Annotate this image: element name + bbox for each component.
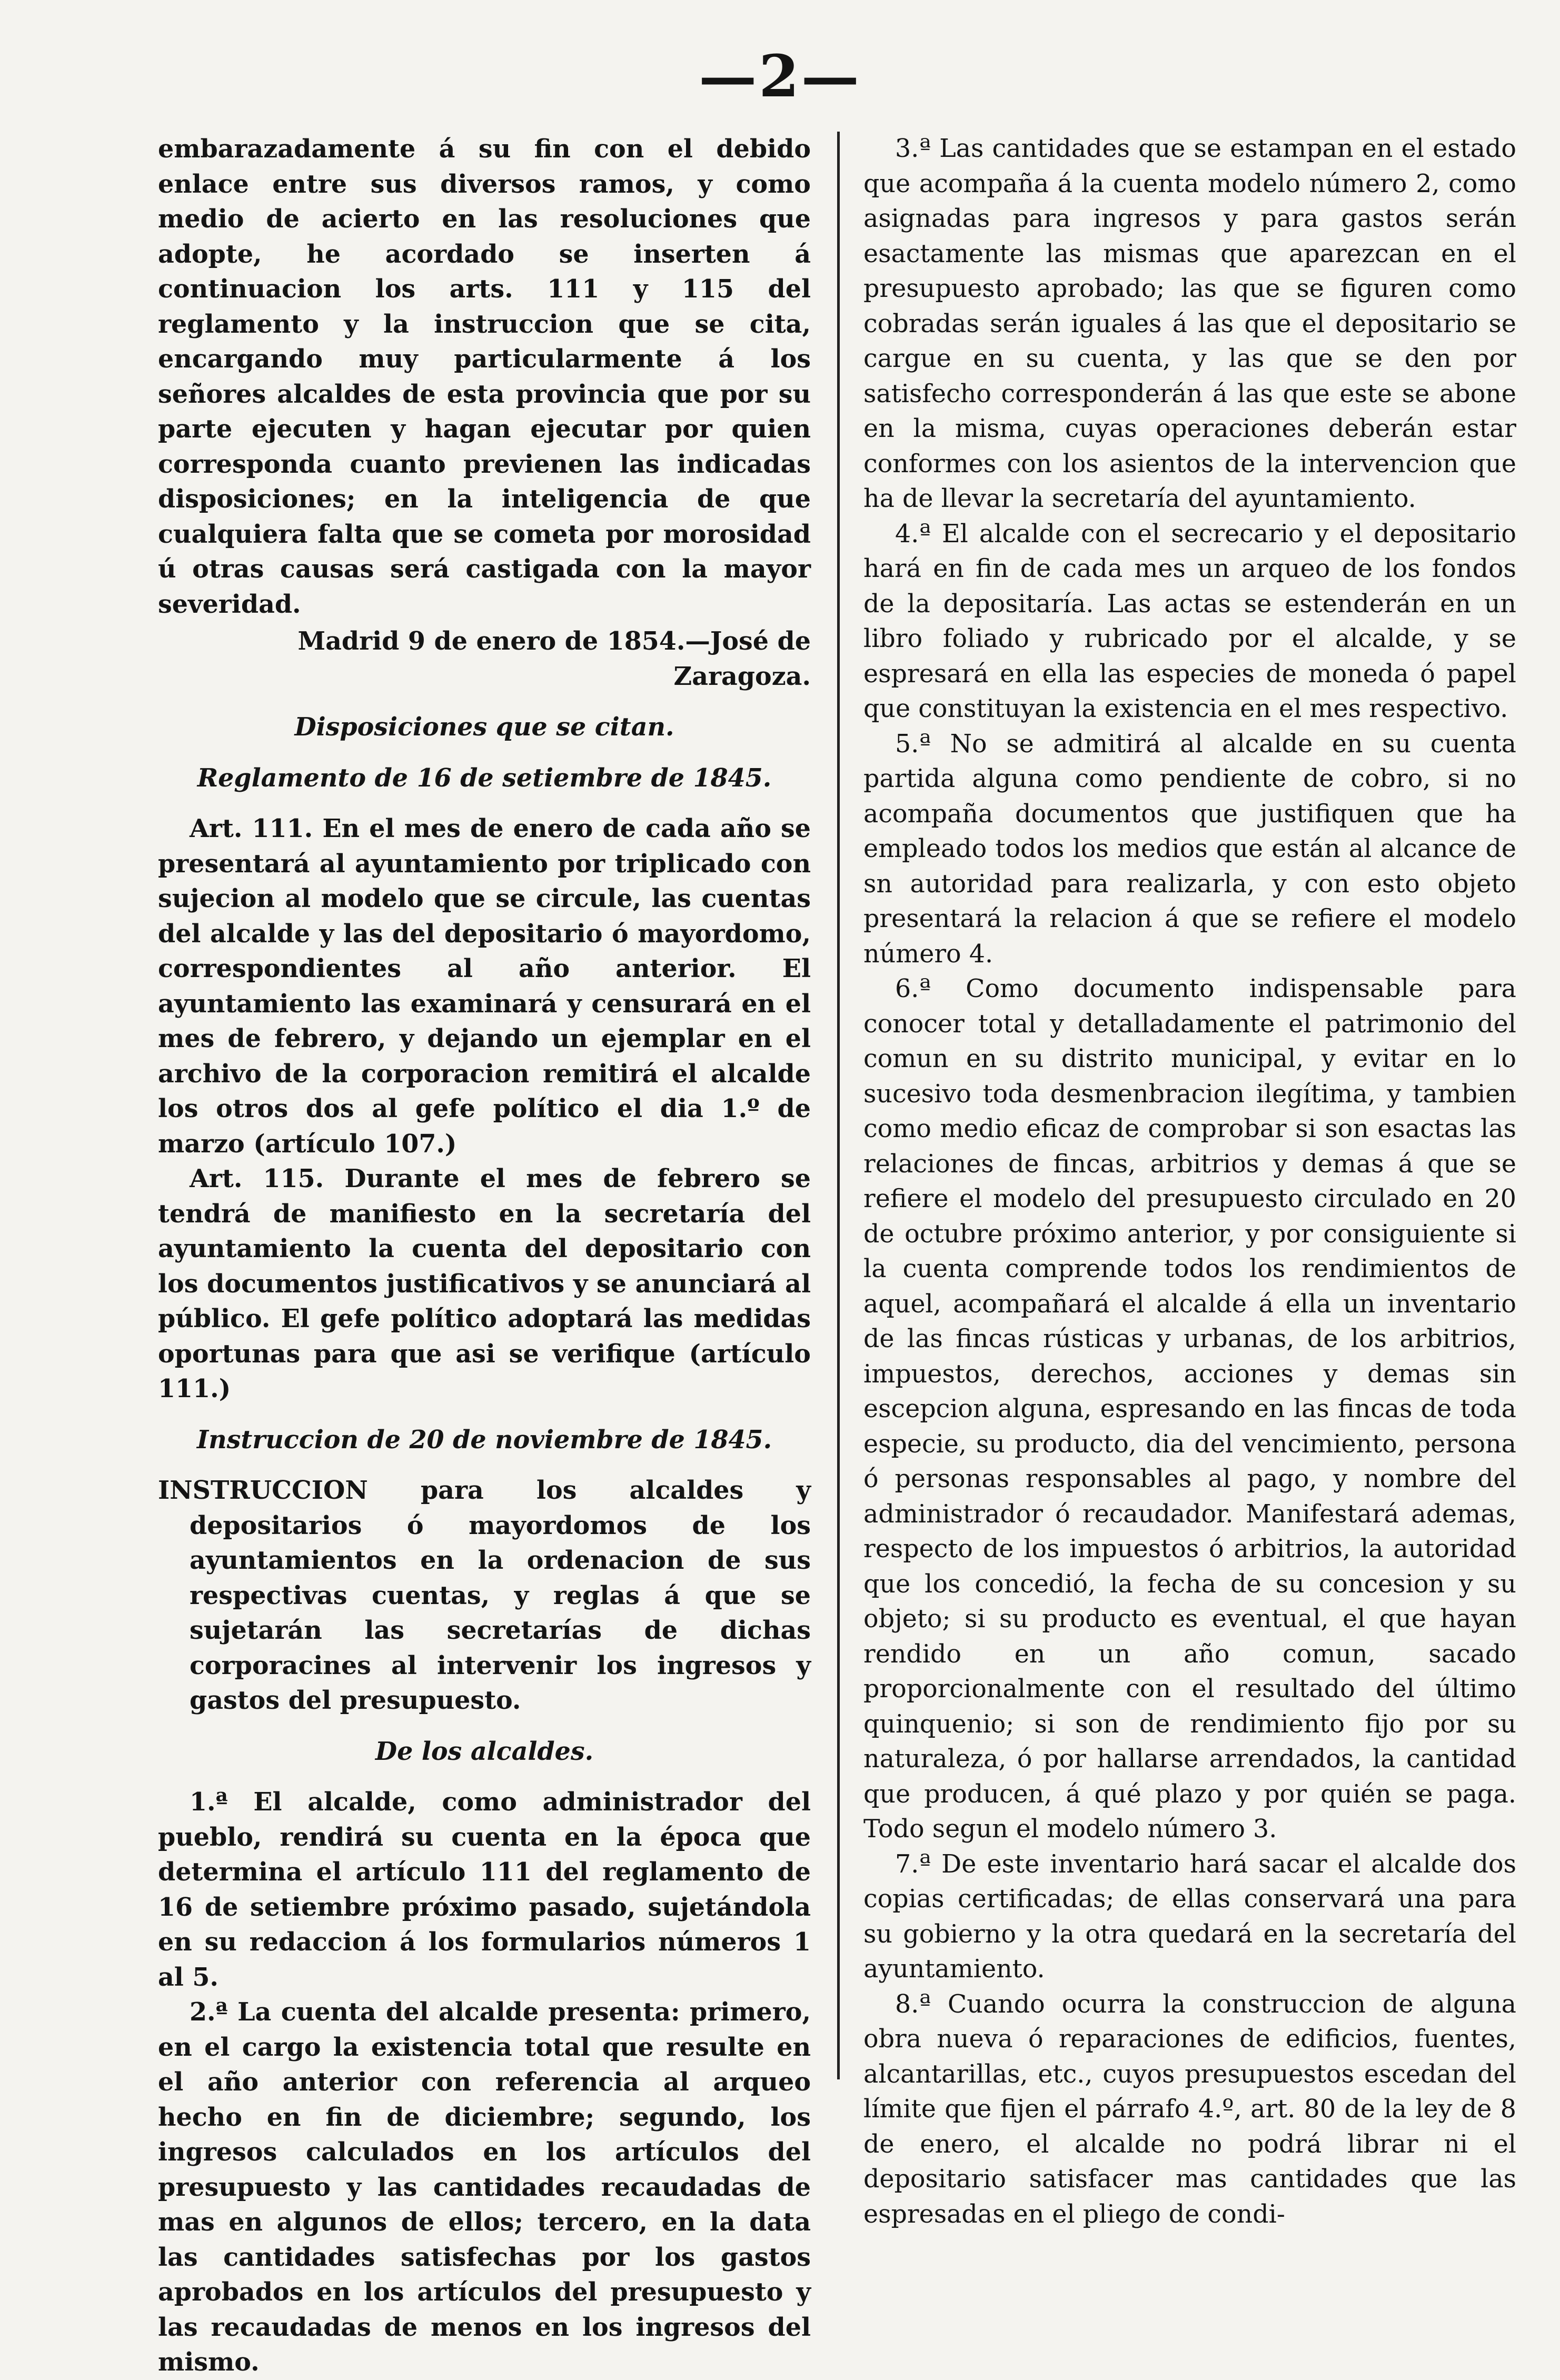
instruccion-title: INSTRUCCION para los alcaldes y depositarios ó mayordomos de los ayuntamientos en la ordenacion de sus respectivas cuentas, y reglas á que se sujetarán las secretarías de dichas corporacines al intervenir los ingresos y gastos del presupuesto.	[158, 1476, 811, 1715]
heading-instruccion: Instruccion de 20 de noviembre de 1845.	[196, 1425, 772, 1455]
item-1: 1.ª El alcalde, como administrador del pueblo, rendirá su cuenta en la época que determina el artículo 111 del reglamento de 16 de setiembre próximo pasado, sujetándola en su redaccion á los formularios números 1 al 5.	[158, 1787, 811, 1992]
item-8: 8.ª Cuando ocurra la construccion de alguna obra nueva ó reparaciones de edificios, fuentes, alcantarillas, etc., cuyos presupuestos escedan del límite que fijen el párrafo 4.º, art. 80 de la ley de 8 de enero, el alcalde no podrá librar ni el depositario satisfacer mas cantidades que las espresadas en el pliego de condi-	[863, 1989, 1516, 2229]
page-number: —2—	[699, 42, 861, 110]
intro-paragraph: embarazadamente á su fin con el debido enlace entre sus diversos ramos, y como medio de acierto en las resoluciones que adopte, he acordado se inserten á continuacion los arts. 111 y 115 del reglamento y la instruccion que se cita, encargando muy particularmente á los señores alcaldes de esta provincia que por su parte ejecuten y hagan ejecutar por quien corresponda cuanto previenen las indicadas disposiciones; en la inteligencia de que cualquiera falta que se cometa por morosidad ú otras causas será castigada con la mayor severidad.	[158, 134, 811, 619]
item-5: 5.ª No se admitirá al alcalde en su cuenta partida alguna como pendiente de cobro, si no acompaña documentos que justifiquen que ha empleado todos los medios que están al alcance de sn autoridad para realizarla, y con esto objeto presentará la relacion á que se refiere el modelo número 4.	[863, 729, 1516, 969]
item-4: 4.ª El alcalde con el secrecario y el depositario hará en fin de cada mes un arqueo de los fondos de la depositaría. Las actas se estenderán en un libro foliado y rubricado por el alcalde, y se espresará en ella las especies de moneda ó papel que constituyan la existencia en el mes respectivo.	[863, 519, 1516, 723]
left-column	[158, 132, 811, 2377]
heading-reglamento: Reglamento de 16 de setiembre de 1845.	[197, 763, 772, 793]
item-7: 7.ª De este inventario hará sacar el alcalde dos copias certificadas; de ellas conservará una para su gobierno y la otra quedará en la secretaría del ayuntamiento.	[863, 1849, 1516, 1984]
article-115: Art. 115. Durante el mes de febrero se tendrá de manifiesto en la secretaría del ayuntamiento la cuenta del depositario con los documentos justificativos y se anunciará al público. El gefe político adoptará las medidas oportunas para que asi se verifique (artículo 111.)	[158, 1164, 811, 1403]
article-111: Art. 111. En el mes de enero de cada año se presentará al ayuntamiento por triplicado con sujecion al modelo que se circule, las cuentas del alcalde y las del depositario ó mayordomo, correspondientes al año anterior. El ayuntamiento las examinará y censurará en el mes de febrero, y dejando un ejemplar en el archivo de la corporacion remitirá el alcalde los otros dos al gefe político el dia 1.º de marzo (artículo 107.)	[158, 814, 811, 1159]
item-2: 2.ª La cuenta del alcalde presenta: primero, en el cargo la existencia total que resulte en el año anterior con referencia al arqueo hecho en fin de diciembre; segundo, los ingresos calculados en los artículos del presupuesto y las cantidades recaudadas de mas en algunos de ellos; tercero, en la data las cantidades satisfechas por los gastos aprobados en los artículos del presupuesto y las recaudadas de menos en los ingresos del mismo.	[158, 1997, 811, 2377]
heading-disposiciones: Disposiciones que se citan.	[294, 712, 674, 742]
right-column	[863, 132, 1516, 2227]
column-divider	[837, 132, 840, 2079]
item-6: 6.ª Como documento indispensable para conocer total y detalladamente el patrimonio del comun en su distrito municipal, y evitar en lo sucesivo toda desmenbracion ilegítima, y tambien como medio eficaz de comprobar si son esactas las relaciones de fincas, arbitrios y demas á que se refiere el modelo del presupuesto circulado en 20 de octubre próximo anterior, y por consiguiente si la cuenta comprende todos los rendimientos de aquel, acompañará el alcalde á ella un inventario de las fincas rústicas y urbanas, de los arbitrios, impuestos, derechos, acciones y demas sin escepcion alguna, espresando en las fincas de toda especie, su producto, dia del vencimiento, persona ó personas responsables al pago, y nombre del administrador ó recaudador. Manifestará ademas, respecto de los impuestos ó arbitrios, la autoridad que los concedió, la fecha de su concesion y su objeto; si su producto es eventual, el que hayan rendido en un año comun, sacado proporcionalmente con el resultado del último quinquenio; si son de rendimiento fijo por su naturaleza, ó por hallarse arrendados, la cantidad que producen, á qué plazo y por quién se paga. Todo segun el modelo número 3.	[863, 974, 1516, 1844]
signature: Madrid 9 de enero de 1854.—José de Zaragoza.	[297, 626, 811, 691]
item-3: 3.ª Las cantidades que se estampan en el estado que acompaña á la cuenta modelo número 2, como asignadas para ingresos y para gastos serán esactamente las mismas que aparezcan en el presupuesto aprobado; las que se figuren como cobradas serán iguales á las que el depositario se cargue en su cuenta, y las que se den por satisfecho corresponderán á las que este se abone en la misma, cuyas operaciones deberán estar conformes con los asientos de la intervencion que ha de llevar la secretaría del ayuntamiento.	[863, 134, 1516, 513]
heading-alcaldes: De los alcaldes.	[375, 1736, 594, 1766]
